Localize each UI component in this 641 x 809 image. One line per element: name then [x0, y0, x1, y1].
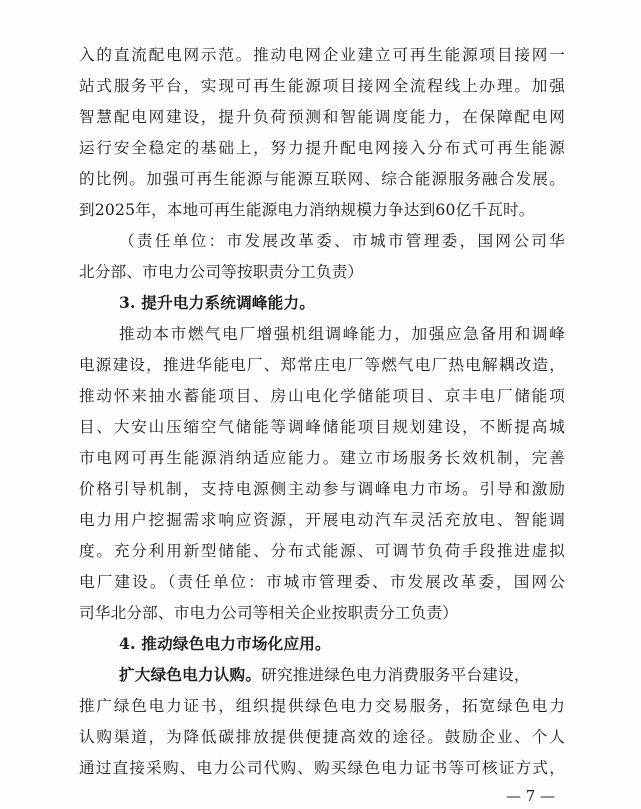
- text-line: 认购渠道，为降低碳排放提供便捷高效的途径。鼓励企业、个人: [79, 728, 565, 746]
- text-line: 到2025年，本地可再生能源电力消纳规模力争达到60亿千瓦时。: [79, 201, 535, 219]
- text-run: 研究推进绿色电力消费服务平台建设，: [261, 666, 530, 684]
- section-heading-3: 3. 提升电力系统调峰能力。: [119, 293, 316, 312]
- text-line: 推动本市燃气电厂增强机组调峰能力，加强应急备用和调峰: [119, 325, 565, 343]
- text-line: 智慧配电网建设，提升负荷预测和智能调度能力，在保障配电网: [79, 108, 565, 126]
- responsibility-note: （责任单位：市发展改革委、市城市管理委，国网公司华: [119, 232, 565, 250]
- text-line: 目、大安山压缩空气储能等调峰储能项目规划建设，不断提高城: [79, 418, 565, 436]
- text-line: 电厂建设。（责任单位：市城市管理委、市发展改革委，国网公: [79, 573, 565, 591]
- text-line: 电源建设，推进华能电厂、郑常庄电厂等燃气电厂热电解耦改造，: [79, 356, 565, 374]
- text-line: 推动怀来抽水蓄能项目、房山电化学储能项目、京丰电厂储能项: [79, 387, 565, 405]
- text-line: 入的直流配电网示范。推动电网企业建立可再生能源项目接网一: [79, 46, 565, 64]
- text-line: 价格引导机制，支持电源侧主动参与调峰电力市场。引导和激励: [79, 480, 565, 498]
- page-number: — 7 —: [506, 787, 556, 805]
- bold-lead-phrase: 扩大绿色电力认购。: [119, 665, 262, 684]
- responsibility-note: 北分部、市电力公司等按职责分工负责）: [79, 263, 364, 281]
- text-line: 站式服务平台，实现可再生能源项目接网全流程线上办理。加强: [79, 77, 565, 95]
- text-line: 的比例。加强可再生能源与能源互联网、综合能源服务融合发展。: [79, 170, 565, 188]
- text-line: 度。充分利用新型储能、分布式能源、可调节负荷手段推进虚拟: [79, 542, 565, 560]
- text-line: 推广绿色电力证书，组织提供绿色电力交易服务，拓宽绿色电力: [79, 697, 565, 715]
- section-heading-4: 4. 推动绿色电力市场化应用。: [119, 634, 331, 653]
- text-line: 司华北分部、市电力公司等相关企业按职责分工负责）: [79, 604, 459, 622]
- text-line: 通过直接采购、电力公司代购、购买绿色电力证书等可核证方式，: [79, 759, 565, 777]
- text-line: 运行安全稳定的基础上，努力提升配电网接入分布式可再生能源: [79, 139, 565, 157]
- text-line: [119, 664, 565, 686]
- text-line: 市电网可再生能源消纳适应能力。建立市场服务长效机制，完善: [79, 449, 565, 467]
- text-line: 电力用户挖掘需求响应资源，开展电动汽车灵活充放电、智能调: [79, 511, 565, 529]
